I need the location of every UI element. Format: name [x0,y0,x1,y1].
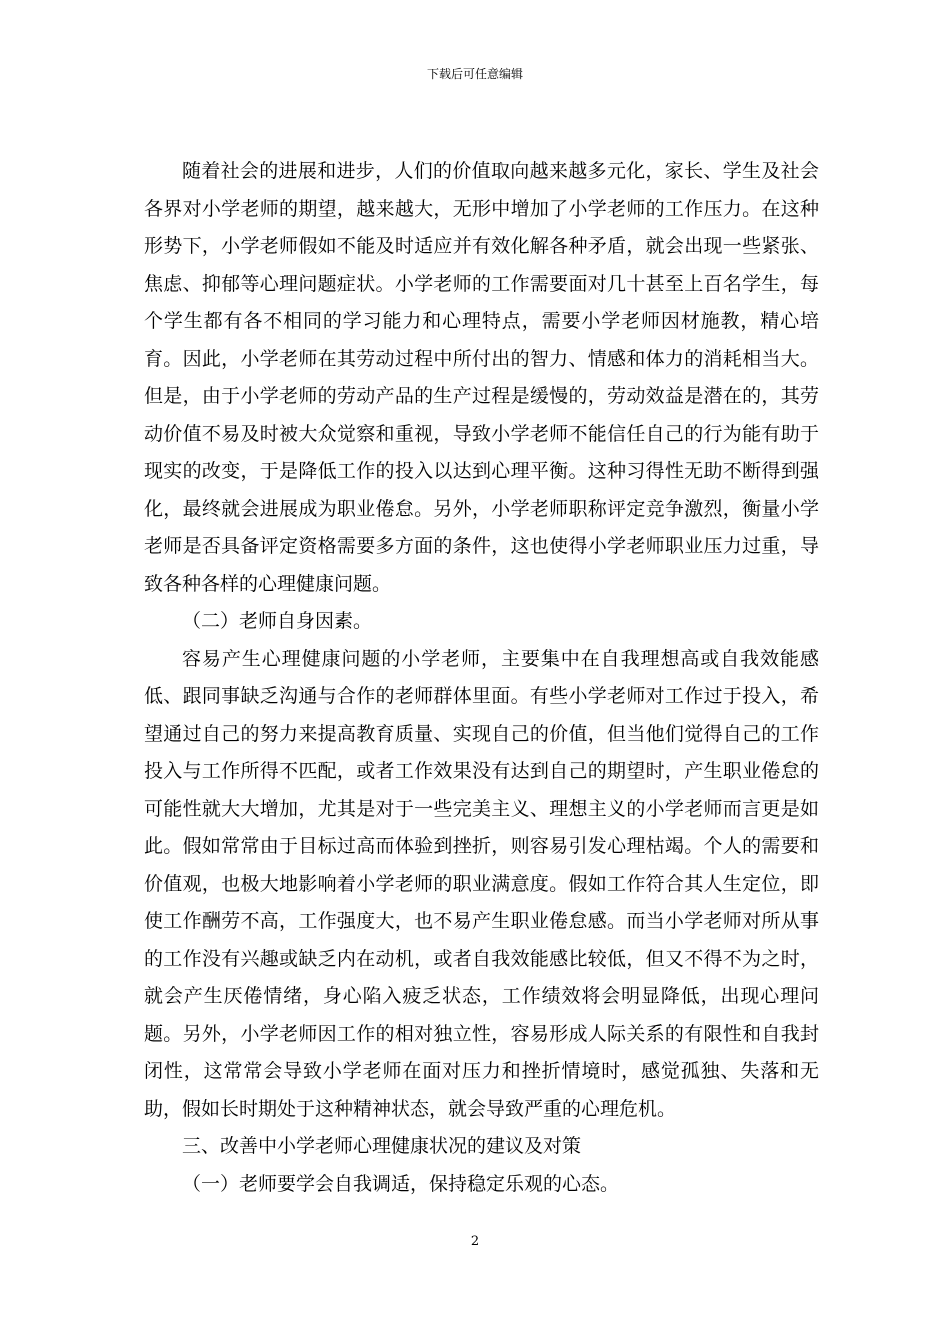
document-body [144,153,819,1203]
paragraph-social-factors: 随着社会的进展和进步，人们的价值取向越来越多元化，家长、学生及社会各界对小学老师的期望，越来越大，无形中增加了小学老师的工作压力。在这种形势下，小学老师假如不能及时适应并有效化解各种矛盾，就会出现一些紧张、焦虑、抑郁等心理问题症状。小学老师的工作需要面对几十甚至上百名学生，每个学生都有各不相同的学习能力和心理特点，需要小学老师因材施教，精心培育。因此，小学老师在其劳动过程中所付出的智力、情感和体力的消耗相当大。但是，由于小学老师的劳动产品的生产过程是缓慢的，劳动效益是潜在的，其劳动价值不易及时被大众觉察和重视，导致小学老师不能信任自己的行为能有助于现实的改变，于是降低工作的投入以达到心理平衡。这种习得性无助不断得到强化，最终就会进展成为职业倦怠。另外，小学老师职称评定竞争激烈，衡量小学老师是否具备评定资格需要多方面的条件，这也使得小学老师职业压力过重，导致各种各样的心理健康问题。 [144,160,819,595]
page-number: 2 [470,1234,480,1249]
section-heading-teacher-factors: （二）老师自身因素。 [182,610,373,632]
paragraph-teacher-factors: 容易产生心理健康问题的小学老师，主要集中在自我理想高或自我效能感低、跟同事缺乏沟通与合作的老师群体里面。有些小学老师对工作过于投入，希望通过自己的努力来提高教育质量、实现自己的价值，但当他们觉得自己的工作投入与工作所得不匹配，或者工作效果没有达到自己的期望时，产生职业倦怠的可能性就大大增加，尤其是对于一些完美主义、理想主义的小学老师而言更是如此。假如常常由于目标过高而体验到挫折，则容易引发心理枯竭。个人的需要和价值观，也极大地影响着小学老师的职业满意度。假如工作符合其人生定位，即使工作酬劳不高，工作强度大，也不易产生职业倦怠感。而当小学老师对所从事的工作没有兴趣或缺乏内在动机，或者自我效能感比较低，但又不得不为之时，就会产生厌倦情绪，身心陷入疲乏状态，工作绩效将会明显降低，出现心理问题。另外，小学老师因工作的相对独立性，容易形成人际关系的有限性和自我封闭性，这常常会导致小学老师在面对压力和挫折情境时，感觉孤独、失落和无助，假如长时期处于这种精神状态，就会导致严重的心理危机。 [144,647,819,1120]
subsection-heading-self-adjustment: （一）老师要学会自我调适，保持稳定乐观的心态。 [182,1172,620,1195]
page-header: 下载后可任意编辑 [426,67,523,81]
section-heading-suggestions: 三、改善中小学老师心理健康状况的建议及对策 [182,1135,582,1157]
